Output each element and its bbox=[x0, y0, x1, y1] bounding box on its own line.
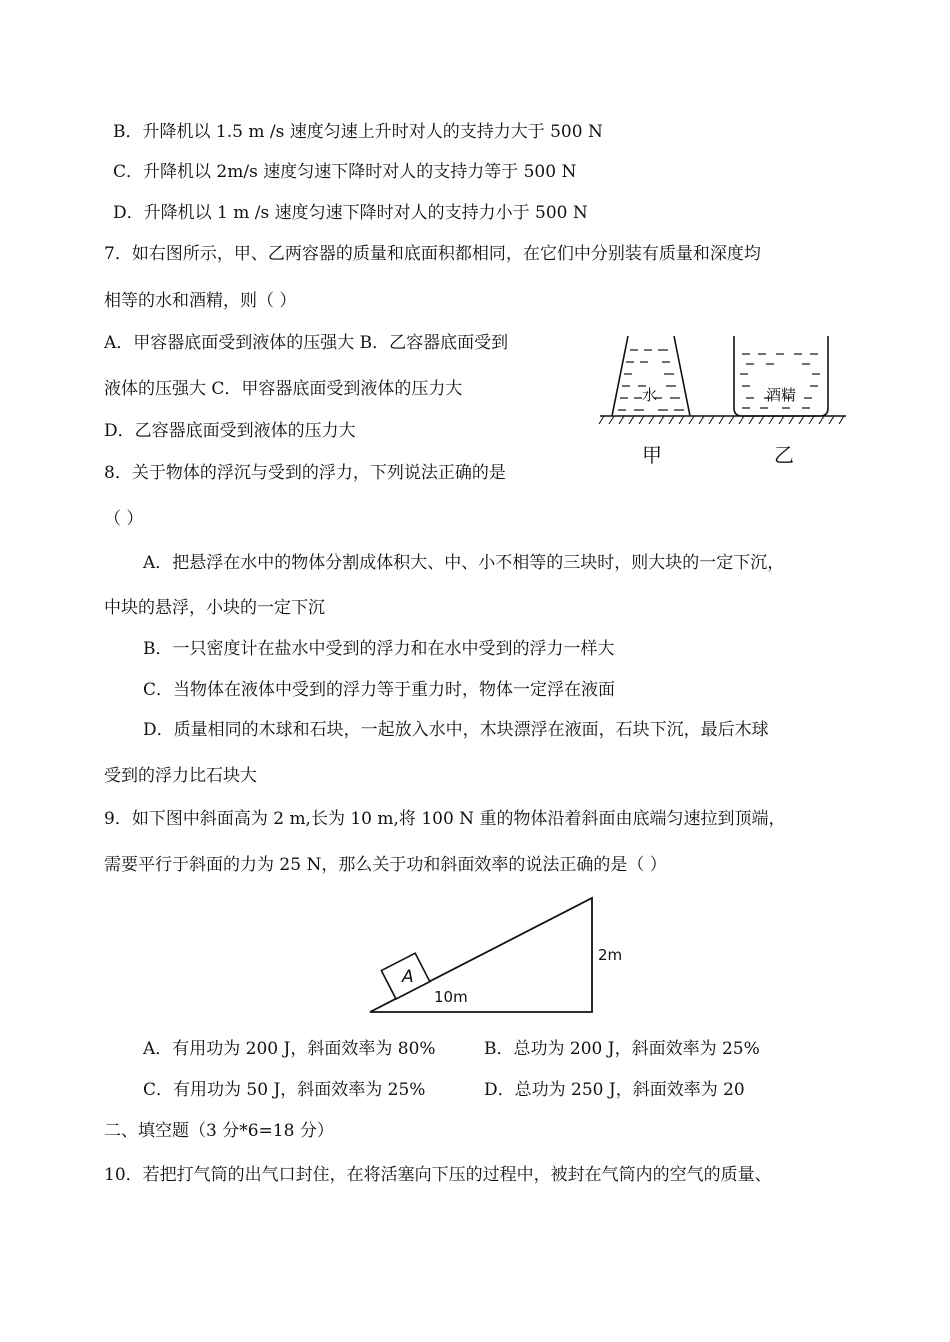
incline-height-label: 2m bbox=[598, 946, 623, 964]
containers-figure bbox=[598, 332, 858, 472]
q7-stem-line2: 相等的水和酒精，则（ ） bbox=[104, 291, 297, 311]
q9-option-c: C．有用功为 50 J，斜面效率为 25% bbox=[143, 1080, 426, 1100]
block-a-label: A bbox=[402, 967, 414, 987]
q7-stem-line1: 7．如右图所示，甲、乙两容器的质量和底面积都相同，在它们中分别装有质量和深度均 bbox=[104, 244, 761, 264]
q8-option-a-line2: 中块的悬浮，小块的一定下沉 bbox=[104, 598, 325, 618]
q8-option-b: B．一只密度计在盐水中受到的浮力和在水中受到的浮力一样大 bbox=[143, 639, 615, 659]
q9-option-b: B．总功为 200 J，斜面效率为 25% bbox=[484, 1039, 760, 1059]
q6-option-d: D．升降机以 1 m /s 速度匀速下降时对人的支持力小于 500 N bbox=[113, 203, 588, 223]
q8-stem: 8．关于物体的浮沉与受到的浮力，下列说法正确的是 bbox=[104, 463, 506, 483]
q8-option-a-line1: A．把悬浮在水中的物体分割成体积大、中、小不相等的三块时，则大块的一定下沉， bbox=[143, 553, 785, 573]
container-jia bbox=[612, 336, 690, 416]
q8-bracket: （ ） bbox=[104, 509, 144, 529]
liquid-water-label: 水 bbox=[642, 386, 658, 404]
section-title: 二、填空题（3 分*6=18 分） bbox=[104, 1121, 334, 1141]
container-yi bbox=[734, 336, 828, 416]
q8-option-c: C．当物体在液体中受到的浮力等于重力时，物体一定浮在液面 bbox=[143, 680, 616, 700]
q9-option-d: D．总功为 250 J，斜面效率为 20 bbox=[484, 1080, 745, 1100]
q7-options-line2: 液体的压强大 C．甲容器底面受到液体的压力大 bbox=[104, 379, 463, 399]
container-jia-label: 甲 bbox=[642, 443, 662, 467]
container-yi-label: 乙 bbox=[774, 443, 794, 467]
q8-option-d-line1: D．质量相同的木球和石块，一起放入水中，木块漂浮在液面，石块下沉，最后木球 bbox=[143, 720, 769, 740]
q6-option-c: C．升降机以 2m/s 速度匀速下降时对人的支持力等于 500 N bbox=[113, 162, 577, 182]
q9-option-a: A．有用功为 200 J，斜面效率为 80% bbox=[143, 1039, 436, 1059]
q9-stem-line2: 需要平行于斜面的力为 25 N，那么关于功和斜面效率的说法正确的是（ ） bbox=[104, 855, 667, 875]
q6-option-b: B．升降机以 1.5 m /s 速度匀速上升时对人的支持力大于 500 N bbox=[113, 122, 603, 142]
q7-options-line1: A．甲容器底面受到液体的压强大 B．乙容器底面受到 bbox=[104, 333, 509, 353]
q9-stem-line1: 9．如下图中斜面高为 2 m,长为 10 m,将 100 N 重的物体沿着斜面由底端匀速拉到顶端， bbox=[104, 809, 786, 829]
incline-length-label: 10m bbox=[434, 988, 468, 1006]
incline-figure bbox=[368, 892, 628, 1022]
liquid-alcohol-label: 酒精 bbox=[766, 386, 797, 404]
q7-options-line3: D．乙容器底面受到液体的压力大 bbox=[104, 421, 356, 441]
q10-stem-line1: 10．若把打气筒的出气口封住，在将活塞向下压的过程中，被封在气筒内的空气的质量、 bbox=[104, 1165, 772, 1185]
q8-option-d-line2: 受到的浮力比石块大 bbox=[104, 766, 257, 786]
